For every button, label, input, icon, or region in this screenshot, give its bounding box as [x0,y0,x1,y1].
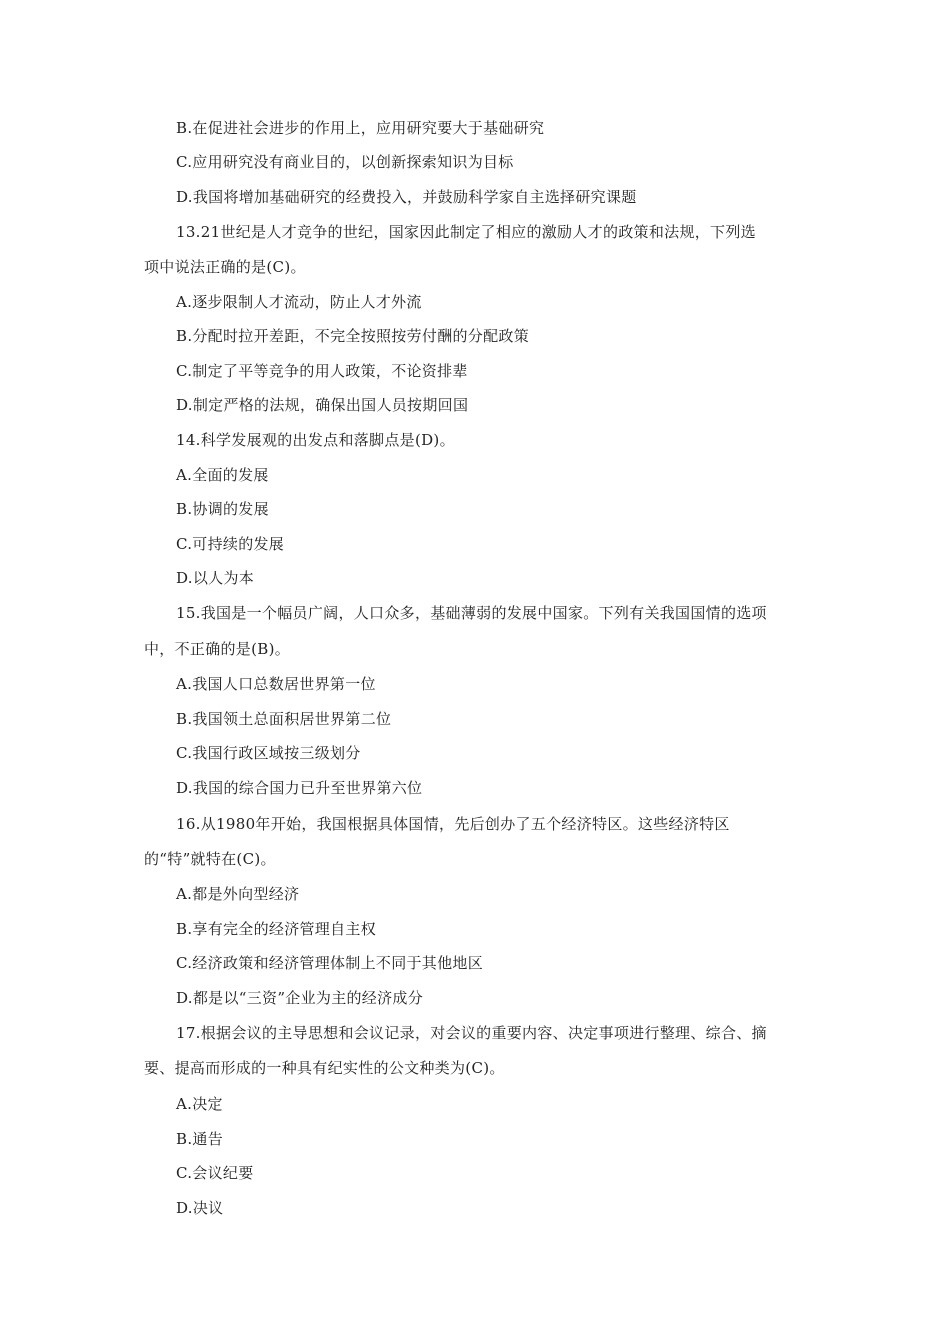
question-13-option-d: D.制定严格的法规，确保出国人员按期回国 [176,396,469,414]
question-16-option-b: B.享有完全的经济管理自主权 [176,920,376,938]
question-13-option-a: A.逐步限制人才流动，防止人才外流 [176,293,422,311]
question-16-option-c: C.经济政策和经济管理体制上不同于其他地区 [176,954,484,972]
question-15-stem: 15.我国是一个幅员广阔，人口众多，基础薄弱的发展中国家。下列有关我国国情的选项 [176,604,767,622]
question-14-option-c: C.可持续的发展 [176,535,285,553]
option-d-prev: D.我国将增加基础研究的经费投入，并鼓励科学家自主选择研究课题 [176,188,637,206]
question-17-option-d: D.决议 [176,1199,224,1217]
question-17-option-a: A.决定 [176,1095,223,1113]
option-b-prev: B.在促进社会进步的作用上，应用研究要大于基础研究 [176,119,545,137]
question-14-option-a: A.全面的发展 [176,466,269,484]
question-15-option-c: C.我国行政区域按三级划分 [176,744,361,762]
question-14-option-b: B.协调的发展 [176,500,269,518]
question-13-stem: 13.21世纪是人才竞争的世纪，国家因此制定了相应的激励人才的政策和法规，下列选 [176,223,756,241]
question-17-stem-cont: 要、提高而形成的一种具有纪实性的公文种类为(C)。 [144,1059,505,1077]
question-13-option-b: B.分配时拉开差距，不完全按照按劳付酬的分配政策 [176,327,529,345]
question-13-stem-cont: 项中说法正确的是(C)。 [144,258,306,276]
question-16-stem: 16.从1980年开始，我国根据具体国情，先后创办了五个经济特区。这些经济特区 [176,815,730,833]
question-15-option-b: B.我国领土总面积居世界第二位 [176,710,392,728]
question-16-option-a: A.都是外向型经济 [176,885,300,903]
question-17-stem: 17.根据会议的主导思想和会议记录，对会议的重要内容、决定事项进行整理、综合、摘 [176,1024,767,1042]
question-14-stem: 14.科学发展观的出发点和落脚点是(D)。 [176,431,455,449]
question-13-option-c: C.制定了平等竞争的用人政策，不论资排辈 [176,362,468,380]
question-15-stem-cont: 中，不正确的是(B)。 [144,640,291,658]
question-14-option-d: D.以人为本 [176,569,255,587]
question-16-option-d: D.都是以“三资”企业为主的经济成分 [176,989,423,1007]
question-16-stem-cont: 的“特”就特在(C)。 [144,850,276,868]
question-17-option-b: B.通告 [176,1130,223,1148]
option-c-prev: C.应用研究没有商业目的，以创新探索知识为目标 [176,153,514,171]
question-15-option-d: D.我国的综合国力已升至世界第六位 [176,779,423,797]
question-17-option-c: C.会议纪要 [176,1164,254,1182]
question-15-option-a: A.我国人口总数居世界第一位 [176,675,376,693]
